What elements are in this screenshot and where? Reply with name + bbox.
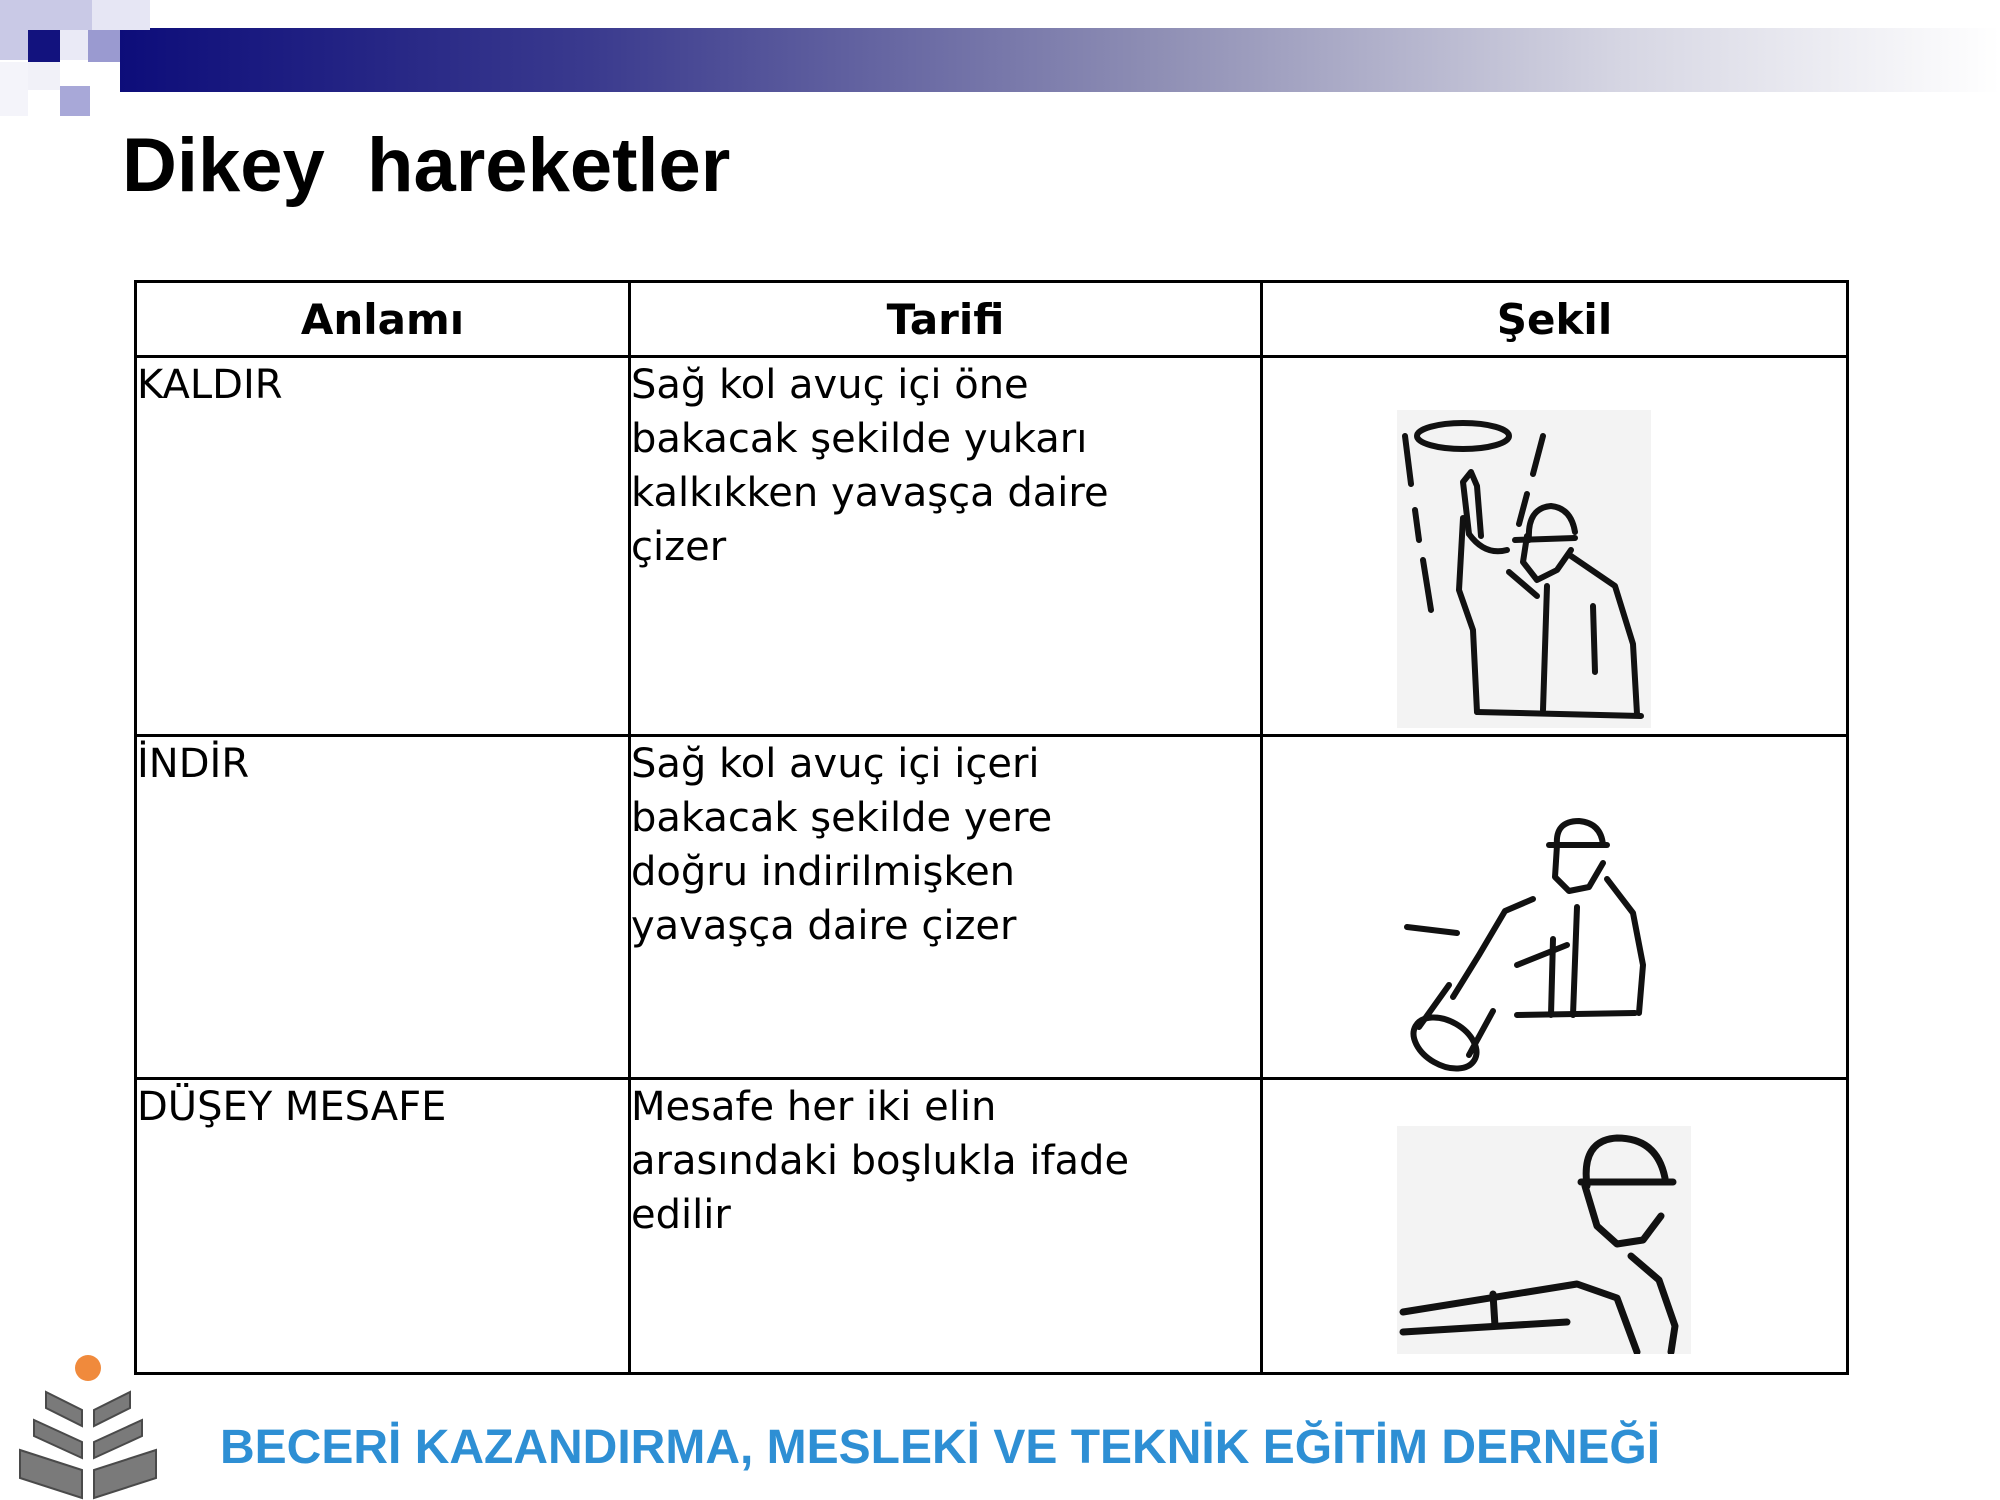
description-line: doğru indirilmişken bbox=[631, 849, 1016, 895]
description-line: arasındaki boşlukla ifade bbox=[631, 1138, 1130, 1184]
description-line: bakacak şekilde yere bbox=[631, 795, 1053, 841]
header-description: Tarifi bbox=[630, 282, 1262, 357]
description-line: bakacak şekilde yukarı bbox=[631, 416, 1088, 462]
decor-square bbox=[0, 30, 30, 60]
decor-square bbox=[60, 86, 90, 116]
meaning-cell: KALDIR bbox=[136, 357, 630, 736]
vertical-distance-signal-icon bbox=[1397, 1126, 1691, 1354]
description-line: Sağ kol avuç içi içeri bbox=[631, 741, 1040, 787]
description-line: Mesafe her iki elin bbox=[631, 1084, 997, 1130]
decor-square bbox=[0, 0, 92, 30]
meaning-cell: İNDİR bbox=[136, 736, 630, 1079]
decor-square bbox=[92, 0, 150, 30]
figure-cell bbox=[1262, 736, 1848, 1079]
decor-square bbox=[28, 62, 60, 90]
description-cell bbox=[630, 357, 1262, 736]
decor-square bbox=[28, 30, 60, 62]
decor-square bbox=[0, 62, 28, 116]
header-gradient-bar bbox=[120, 28, 2000, 92]
decor-square bbox=[60, 30, 90, 60]
header-figure: Şekil bbox=[1262, 282, 1848, 357]
table-row bbox=[136, 1079, 1848, 1374]
description-cell bbox=[630, 736, 1262, 1079]
table-header-row bbox=[136, 282, 1848, 357]
description-line: çizer bbox=[631, 524, 727, 570]
lower-signal-icon bbox=[1397, 815, 1653, 1077]
description-line: edilir bbox=[631, 1192, 731, 1238]
description-line: Sağ kol avuç içi öne bbox=[631, 362, 1029, 408]
figure-cell bbox=[1262, 357, 1848, 736]
description-line: kalkıkken yavaşça daire bbox=[631, 470, 1109, 516]
figure-cell bbox=[1262, 1079, 1848, 1374]
header-meaning: Anlamı bbox=[136, 282, 630, 357]
footer-organization-name: BECERİ KAZANDIRMA, MESLEKİ VE TEKNİK EĞİTİM DERNEĞİ bbox=[220, 1421, 1661, 1474]
table-row bbox=[136, 736, 1848, 1079]
table-row bbox=[136, 357, 1848, 736]
raise-signal-icon bbox=[1397, 410, 1651, 728]
description-line: yavaşça daire çizer bbox=[631, 903, 1017, 949]
page-title: Dikey hareketler bbox=[122, 123, 731, 208]
description-cell bbox=[630, 1079, 1262, 1374]
association-logo bbox=[14, 1352, 164, 1500]
meaning-cell: DÜŞEY MESAFE bbox=[136, 1079, 630, 1374]
signals-table bbox=[134, 280, 1849, 1375]
decor-square bbox=[88, 30, 120, 62]
